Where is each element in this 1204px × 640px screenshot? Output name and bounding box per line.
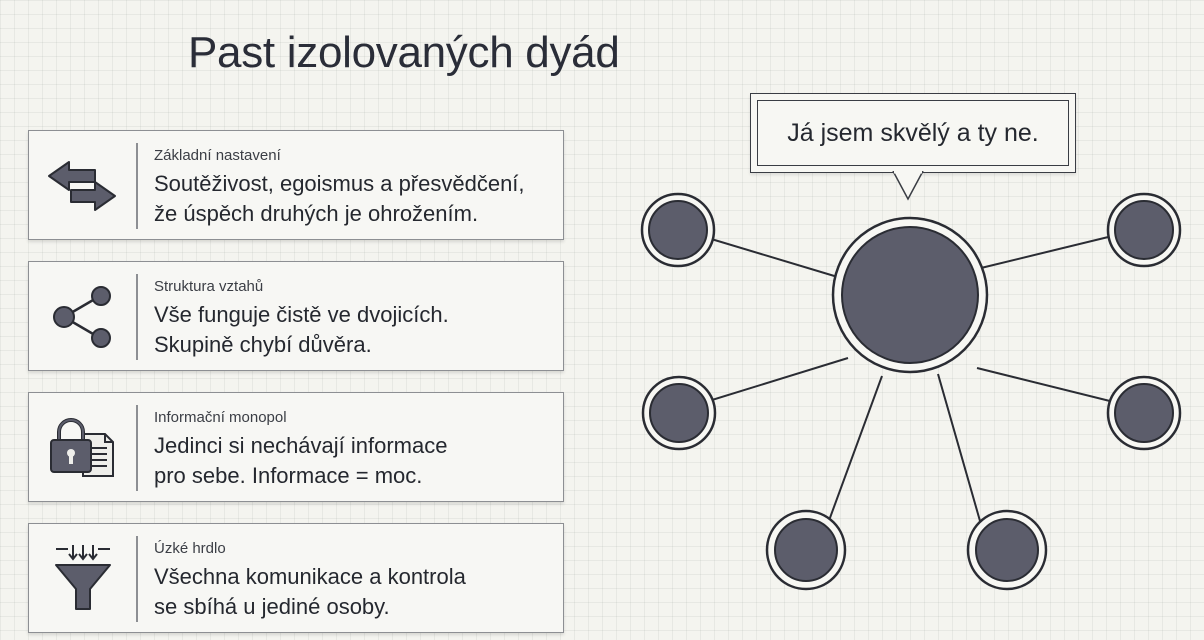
card-divider bbox=[136, 143, 138, 229]
dyad-network-diagram bbox=[620, 160, 1204, 640]
card-text-line: že úspěch druhých je ohrožením. bbox=[154, 201, 479, 226]
card-text-line: Vše funguje čistě ve dvojicích. bbox=[154, 302, 449, 327]
card-divider bbox=[136, 536, 138, 622]
card-text-line: pro sebe. Informace = moc. bbox=[154, 463, 423, 488]
center-node bbox=[833, 218, 987, 372]
peripheral-node bbox=[1108, 377, 1180, 449]
card-bottleneck bbox=[28, 523, 564, 633]
card-text-line: se sbíhá u jediné osoby. bbox=[154, 594, 390, 619]
card-text-line: Jedinci si nechávají informace bbox=[154, 433, 448, 458]
card-divider bbox=[136, 405, 138, 491]
card-text bbox=[154, 300, 559, 360]
card-divider bbox=[136, 274, 138, 360]
peripheral-node bbox=[642, 194, 714, 266]
card-text bbox=[154, 562, 559, 622]
card-label: Informační monopol bbox=[154, 409, 287, 426]
card-text-line: Skupině chybí důvěra. bbox=[154, 332, 372, 357]
peripheral-node bbox=[643, 377, 715, 449]
card-text-line: Všechna komunikace a kontrola bbox=[154, 564, 466, 589]
card-text bbox=[154, 431, 559, 491]
card-information-monopoly bbox=[28, 392, 564, 502]
card-label: Základní nastavení bbox=[154, 147, 281, 164]
card-basic-setting bbox=[28, 130, 564, 240]
peripheral-node bbox=[968, 511, 1046, 589]
swap-arrows-icon bbox=[43, 146, 123, 226]
card-relationship-structure bbox=[28, 261, 564, 371]
card-text bbox=[154, 169, 559, 229]
page-title: Past izolovaných dyád bbox=[188, 28, 620, 77]
card-label: Struktura vztahů bbox=[154, 278, 264, 295]
card-text-line: Soutěživost, egoismus a přesvědčení, bbox=[154, 171, 525, 196]
funnel-icon bbox=[43, 539, 123, 619]
peripheral-node bbox=[767, 511, 845, 589]
peripheral-node bbox=[1108, 194, 1180, 266]
lock-document-icon bbox=[43, 408, 123, 488]
speech-bubble-frame bbox=[757, 100, 1069, 166]
share-nodes-icon bbox=[43, 277, 123, 357]
connector-line bbox=[977, 368, 1130, 406]
speech-bubble-text: Já jsem skvělý a ty ne. bbox=[787, 118, 1039, 147]
card-label: Úzké hrdlo bbox=[154, 540, 226, 557]
